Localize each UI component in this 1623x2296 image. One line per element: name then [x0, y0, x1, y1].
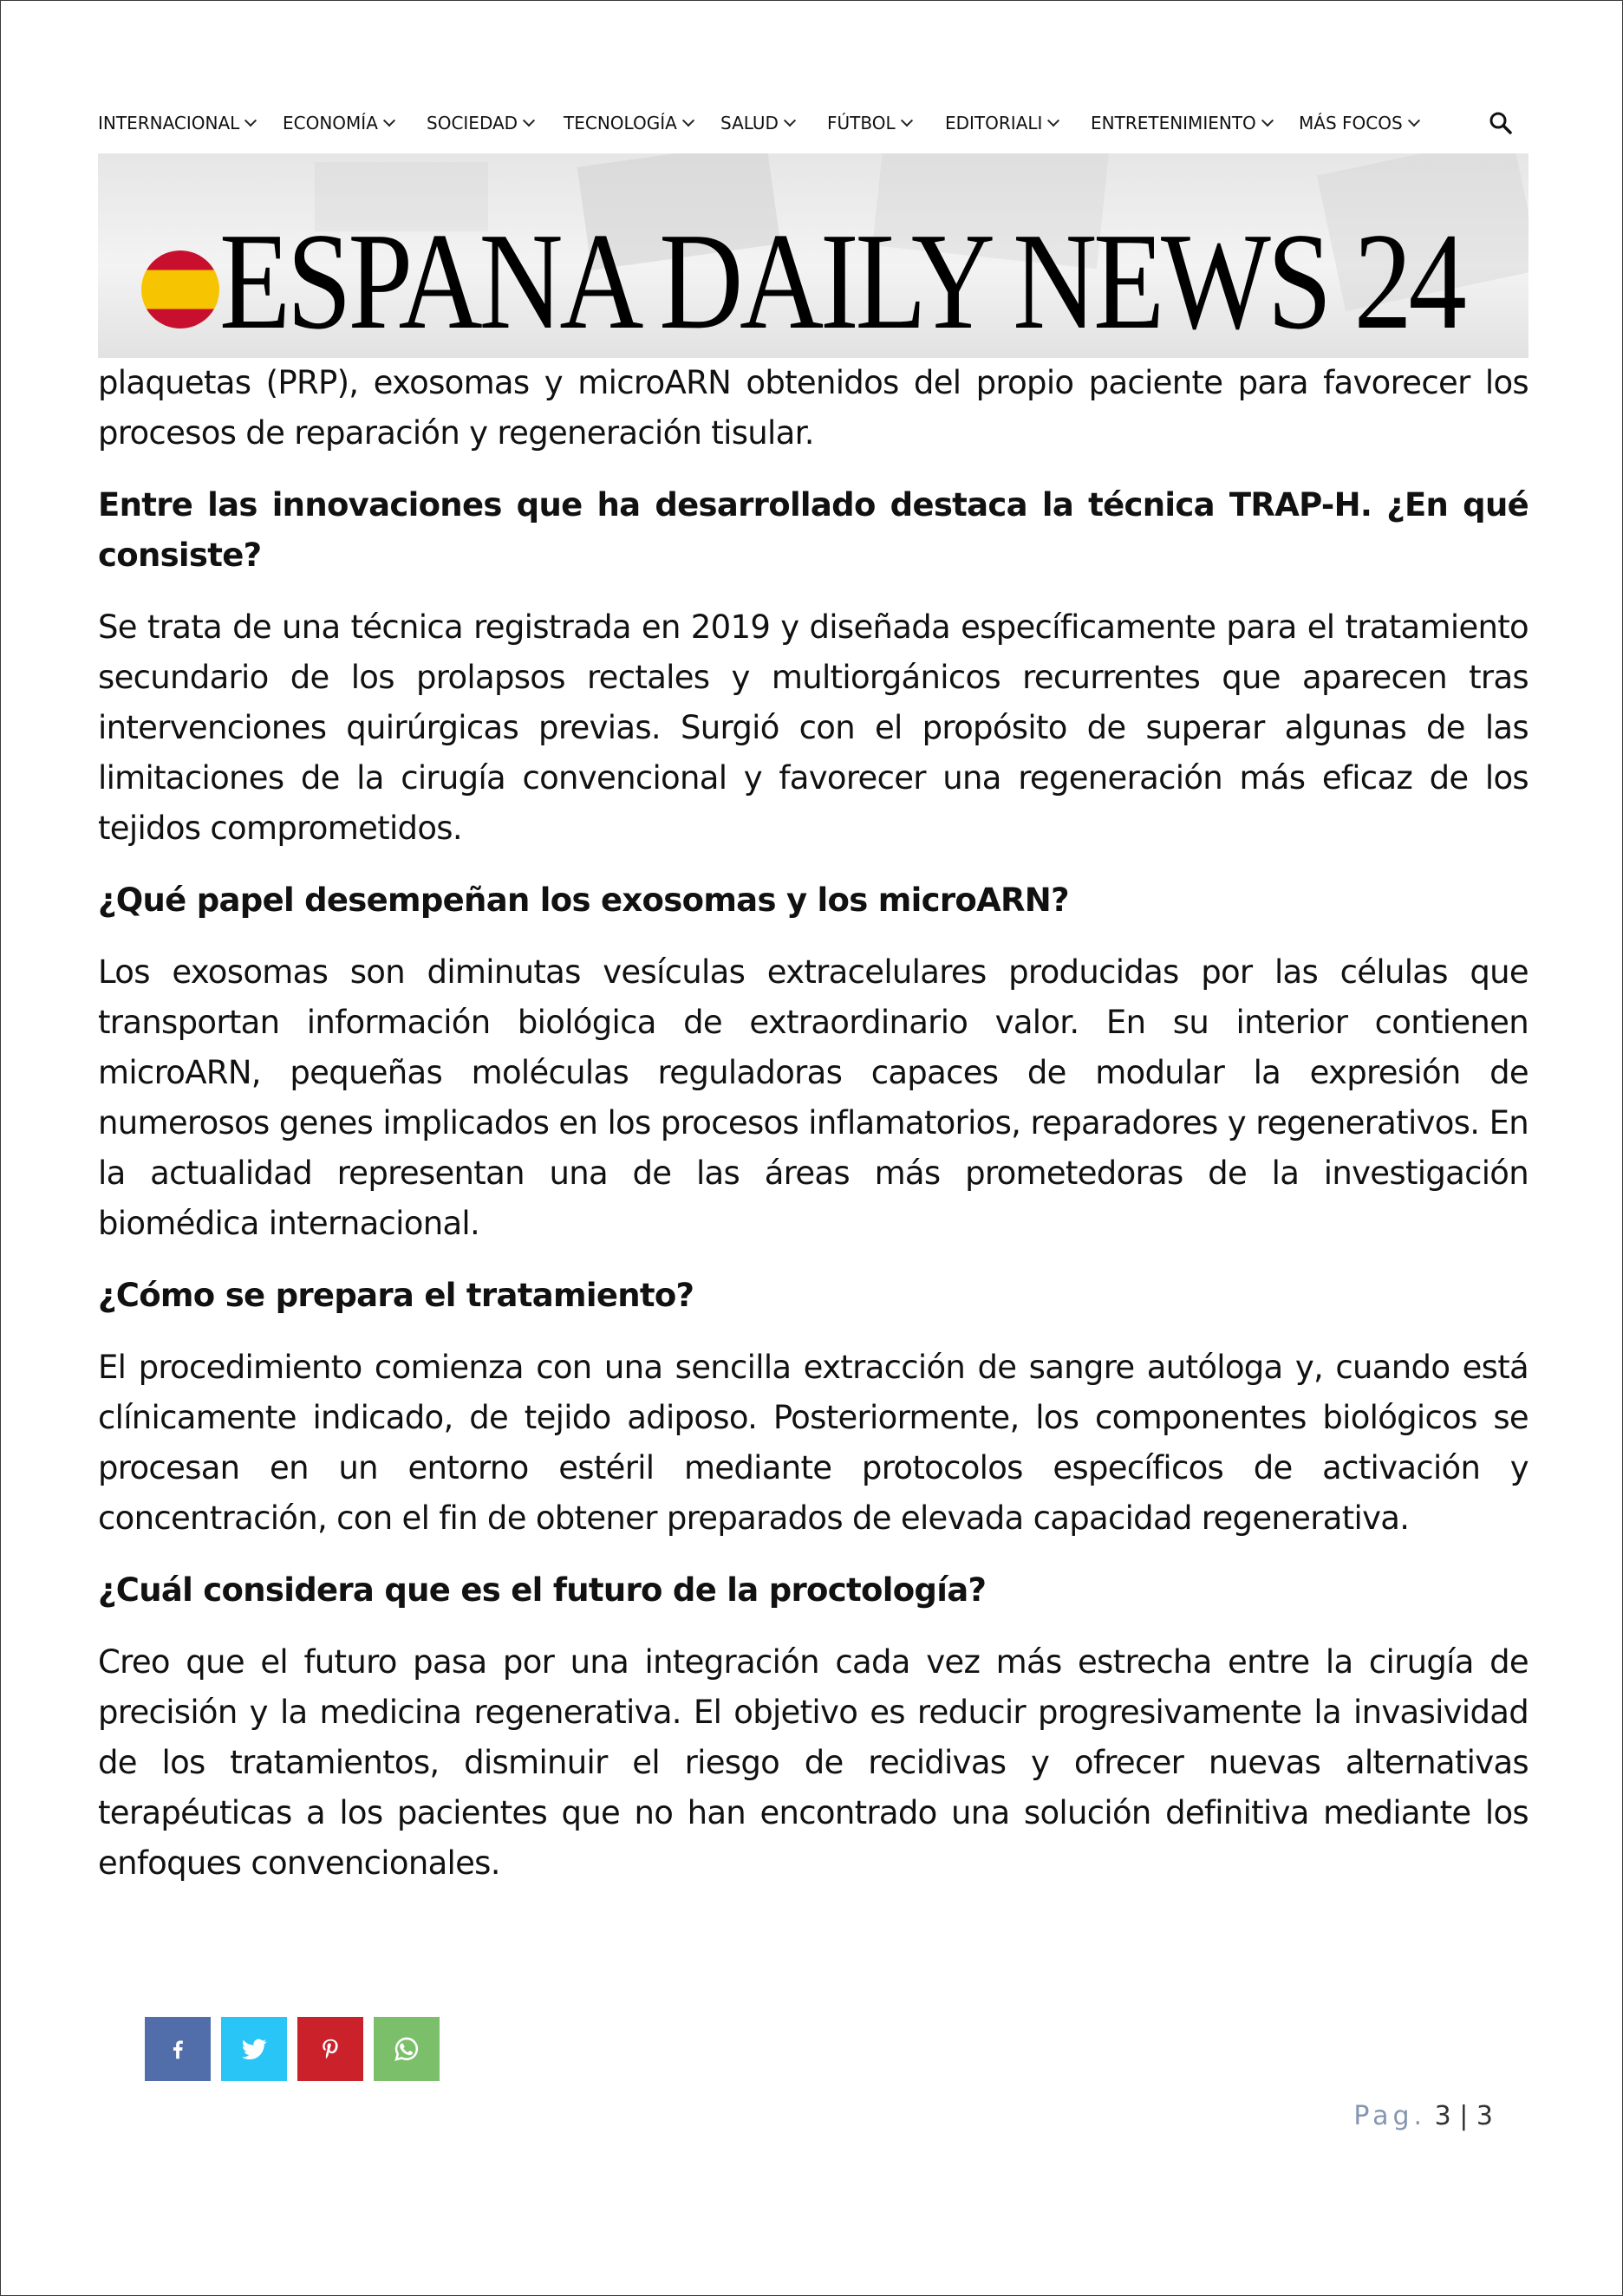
article-question: ¿Cuál considera que es el futuro de la proctología?: [98, 1571, 987, 1609]
nav-item-mas-focos[interactable]: [1299, 113, 1437, 133]
article-paragraph: Los exosomas son diminutas vesículas extracelulares producidas por las células que transportan información biológica de extraordinario valor. En su interior contienen microARN, pequeñas moléculas reguladoras capaces de modular la expresión de numerosos genes implicados en los procesos inflamatorios, reparadores y regenerativos. En la actualidad representan una de las áreas más prometedoras de la investigación biomédica internacional.: [98, 953, 1528, 1242]
chevron-down-icon: [1047, 114, 1059, 127]
chevron-down-icon: [383, 114, 395, 127]
facebook-icon: [165, 2036, 191, 2062]
spain-flag-icon: [141, 250, 219, 328]
nav-item-sociedad[interactable]: [427, 113, 564, 133]
whatsapp-icon: [392, 2034, 421, 2064]
article-paragraph: El procedimiento comienza con una sencilla extracción de sangre autóloga y, cuando está clínicamente indicado, de tejido adiposo. Posteriormente, los componentes biológicos se procesan en un entorno estéril mediante protocolos específicos de activación y concentración, con el fin de obtener preparados de elevada capacidad regenerativa.: [98, 1349, 1528, 1537]
nav-item-entretenimiento[interactable]: [1091, 113, 1299, 133]
page-separator: |: [1459, 2101, 1469, 2131]
nav-item-futbol[interactable]: [827, 113, 945, 133]
nav-label: ENTRETENIMIENTO: [1091, 113, 1256, 133]
facebook-share-button[interactable]: [145, 2017, 211, 2081]
article-paragraph: Creo que el futuro pasa por una integración cada vez más estrecha entre la cirugía de precisión y la medicina regenerativa. El objetivo es reducir progresivamente la invasividad de los tratamientos, disminuir el riesgo de recidivas y ofrecer nuevas alternativas terapéuticas a los pacientes que no han encontrado una solución definitiva mediante los enfoques convencionales.: [98, 1643, 1528, 1882]
chevron-down-icon: [244, 114, 257, 127]
nav-label: MÁS FOCOS: [1299, 113, 1403, 133]
nav-item-editoriali[interactable]: [945, 113, 1091, 133]
nav-label: TECNOLOGÍA: [564, 113, 677, 133]
search-icon[interactable]: [1487, 109, 1515, 137]
nav-label: SOCIEDAD: [427, 113, 518, 133]
article-question: Entre las innovaciones que ha desarrollado destaca la técnica TRAP-H. ¿En qué consiste?: [98, 486, 1528, 574]
chevron-down-icon: [1261, 114, 1274, 127]
nav-item-economia[interactable]: [283, 113, 427, 133]
pinterest-share-button[interactable]: [297, 2017, 363, 2081]
article-question: ¿Qué papel desempeñan los exosomas y los microARN?: [98, 881, 1069, 919]
page-current: 3: [1434, 2101, 1451, 2131]
page-prefix: Pag.: [1353, 2101, 1427, 2131]
nav-item-internacional[interactable]: [98, 113, 283, 133]
article-paragraph: plaquetas (PRP), exosomas y microARN obtenidos del propio paciente para favorecer los procesos de reparación y regeneración tisular.: [98, 364, 1528, 452]
nav-label: ECONOMÍA: [283, 113, 378, 133]
masthead-banner: [98, 153, 1528, 358]
share-bar: [145, 2017, 440, 2081]
site-title: ESPANA DAILY NEWS 24: [219, 204, 1463, 358]
page-number: [1353, 2101, 1493, 2131]
twitter-share-button[interactable]: [221, 2017, 287, 2081]
nav-label: SALUD: [720, 113, 779, 133]
article-question: ¿Cómo se prepara el tratamiento?: [98, 1277, 694, 1314]
main-nav: [98, 106, 1528, 140]
chevron-down-icon: [901, 114, 913, 127]
chevron-down-icon: [1408, 114, 1420, 127]
pinterest-icon: [317, 2036, 343, 2062]
nav-item-salud[interactable]: [720, 113, 827, 133]
nav-label: FÚTBOL: [827, 113, 896, 133]
article-body: [98, 358, 1528, 1910]
nav-item-tecnologia[interactable]: [564, 113, 720, 133]
nav-label: INTERNACIONAL: [98, 113, 240, 133]
chevron-down-icon: [523, 114, 535, 127]
chevron-down-icon: [784, 114, 796, 127]
twitter-icon: [239, 2034, 269, 2064]
chevron-down-icon: [682, 114, 694, 127]
whatsapp-share-button[interactable]: [374, 2017, 440, 2081]
article-paragraph: Se trata de una técnica registrada en 2019 y diseñada específicamente para el tratamiento secundario de los prolapsos rectales y multiorgánicos recurrentes que aparecen tras intervenciones quirúrgicas previas. Surgió con el propósito de superar algunas de las limitaciones de la cirugía convencional y favorecer una regeneración más eficaz de los tejidos comprometidos.: [98, 608, 1528, 847]
page-total: 3: [1476, 2101, 1493, 2131]
nav-label: EDITORIALI: [945, 113, 1043, 133]
